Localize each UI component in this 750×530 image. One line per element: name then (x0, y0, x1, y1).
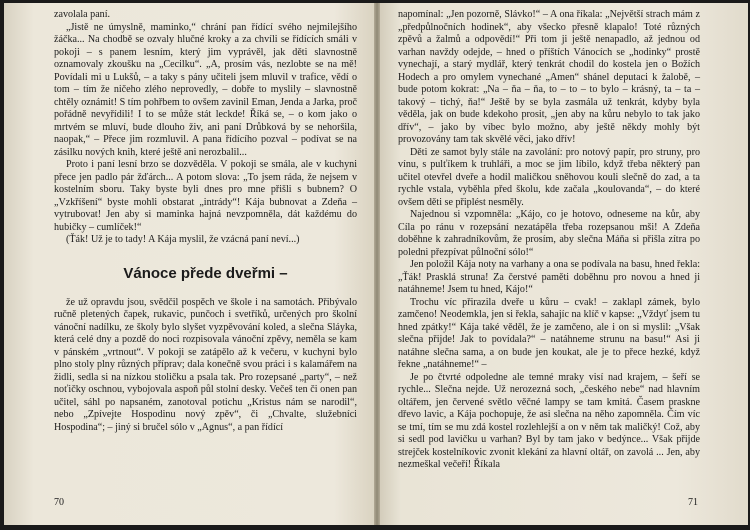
book-spread (4, 3, 748, 525)
paragraph: napomínal: „Jen pozorně, Slávko!“ – A ona říkala: „Největší strach mám z „předpůlnočních hodinek“, aby všecko přesně klapalo! Toté různých zpěvů a žalmů a odpovědí!“ Při tom ji ještě nenapadlo, až jednou od varhan navždy odejde, – hned o příštích Vánocích se „hodinky“ prostě vynechají, a starý mydlář, který tenkrát chodil do kostela jen o Božích Hodech a pro omylem vynechané „Amen“ shánel deputaci k žalobě, – bude potom kokrat: „Na – ňa – ňa, to – to – to bylo – krásný, ta – ta – takový – tichý, ňa!“ Ještě by se byla zasmála už tenkrát, kdyby byla věděla, jak on bude kdekoho prosit, „jen aby na kůru nebylo to tak jako dřív“, – jako by víbec bylo možno, aby ještě někdy mohly být provozovány tam tak skvělé věci, jako dřív! (398, 9, 700, 145)
paragraph: Je po čtvrté odpoledne ale temné mraky visí nad krajem, – šeří se rychle... Slečna nejde. Už nerozezná soch, „českého nebe“ nad hlavním oltářem, jen červené světlo věčné lampy se tam kmitá. Časem praskne dřevo lavic, a Kája pochopuje, že asi slečna na něho zapomněla. Čím víc se tmí, tím se mu zdá kostel rozlehlejší a on v něm tak maličký! Což, aby si sedl pod lavičku u varhan? Byl by tam jako v bedýnce... Však přijde strejček kostelníkovic zvonit klekání za hlavní oltář, on zavolá ... Jen, aby nezmeškal večeří! Říkala (398, 371, 700, 470)
chapter-heading: Vánoce přede dveřmi – (123, 264, 288, 282)
left-page-text-top (54, 9, 357, 247)
page-number-right: 71 (688, 496, 698, 508)
page-number-left: 70 (54, 496, 64, 508)
right-page-text (398, 9, 700, 472)
book-gutter (374, 3, 380, 525)
paragraph: „Jistě ne úmyslně, maminko,“ chrání pan řídící svého nejmilejšího žáčka... Na chodbě se ozvaly hlučné kroky a za chvíli se řídících smáli v pokoji – s panem lesním, který jim vyprávěl, jak děti slavnostně oznamovaly zkoušku na „Cecilku“. „A, prosím vás, nezlobte se na mě! Povídali mi u Lukšů, – a taky s pány učiteli jsem mluvil v trafice, vědí o tom – tím že ničeho zlého neprovedly, – dobře to myslily – slavnostně chtěly oznámit! S tím pohřbem to ovšem zavinil Eman, Jenda a Jarka, proč pořádně nevyřídili! I to se může stát leckde! Říká se, – o kom jako o mrtvém se mluví, bude dlouho živ, ani paní Drůbková by se nehoršila, naopak,“ – Přece jim rozmluvil. A pana řídícího pozval – podívat se na zásilku nových knih, které ještě ani nerozbalil... (54, 21, 357, 158)
paragraph: Jen položil Kája noty na varhany a ona se podívala na basu, hned řekla: „Ťák! Prasklá struna! Za čerstvé paměti doběhnu pro novou a hned ji natáhneme! Jsem tu hned, Kájo!“ (398, 259, 700, 295)
paragraph: zavolala paní. (54, 9, 111, 20)
paragraph: Najednou si vzpomněla: „Kájo, co je hotovo, odneseme na kůr, aby Cíla po ránu v rozepsání nezatápěla třeba rozepsanou mši! A Zdeňa doběhne k zahradníkovům, že prosím, aby slečna Máňa si přišla zítra po poledni přezpívat půlnoční sólo!“ (398, 209, 700, 258)
paragraph: Proto i paní lesní brzo se dozvěděla. V pokoji se smála, ale v kuchyni přece jen padlo pár žďárch... A potom slova: „To jsem ráda, že nejsem v kostelním sboru. Taky byste byli dnes pro mne přišli s bubnem? O „Vzkříšení“ byste mohli obstarat „intrády“! Kája bubnovat a Zdeňa – vytrubovat! Jen aby si maminka hajná nevzpomněla, dát každému do hubičky – cumlíček!“ (54, 159, 357, 233)
paragraph: (Ťák! Už je to tady! A Kája myslil, že vzácná paní neví...) (66, 234, 300, 245)
right-page (376, 3, 748, 525)
paragraph: Děti ze samot byly stále na zavolání: pro notový papír, pro struny, pro vínu, s pulťíkem k truhláři, a moc se jim líbilo, když třeba některý pan učitel otevřel dveře a hodil maličkou sněhovou kouli slečně do zad, a ta rychle vstala, vyběhla před školu, kde začala „koulovanda“, – do které ovšem děti se připlést nesměly. (398, 146, 700, 208)
left-page (4, 3, 376, 525)
paragraph: že už opravdu jsou, svědčil pospěch ve škole i na samotách. Přibývalo ručně pletených čapek, rukavic, punčoch i svetříků, určených pro školní vánoční nadílku, ze školy bylo slyšet vyzpěvování koled, a slečna Sláyka, která celé dny a pozdě do noci rozpisovala vánoční zpěvy, neměla se kam v pánském „vrtnout“. V pokoji se zatápělo až k večeru, v kuchyni bylo plno stoly plny různých příprav; dala konečně svou práci i s kalamářem na židli, sedla si na nízkou stoličku a psala tak. Pro rozepsané „party“, – než noťičky oschnou, vybojovala aspoň půl stolní desky. Večeš ten či onen pan učitel, sáhl po napsaném, zanotoval potichu „Kristus nám se narodil“, nebo „Zpívejte Hospodinu nový zpěv“, či „Chvalte, služebníci Hospodina“; – jiný si bručel sólo v „Agnus“, a pan řídící (54, 296, 357, 433)
paragraph: Trochu víc přirazila dveře u kůru – cvak! – zaklapl zámek, bylo zamčeno! Neodemkla, jen si řekla, sahajíc na klíč v kapse: „Vždyť jsem tu hned zpátky!“ Kája také věděl, že je zamčeno, ale i on si myslil: „Však slečna přijde! Jak to povídala?“ – natáhneme strunu na basu!“ Asi ji natáhne slečna sama, a on bude jen koukat, ale je to přece hezké, když řekne „natáhneme!“ – (398, 296, 700, 370)
left-page-text-bottom (54, 297, 357, 435)
